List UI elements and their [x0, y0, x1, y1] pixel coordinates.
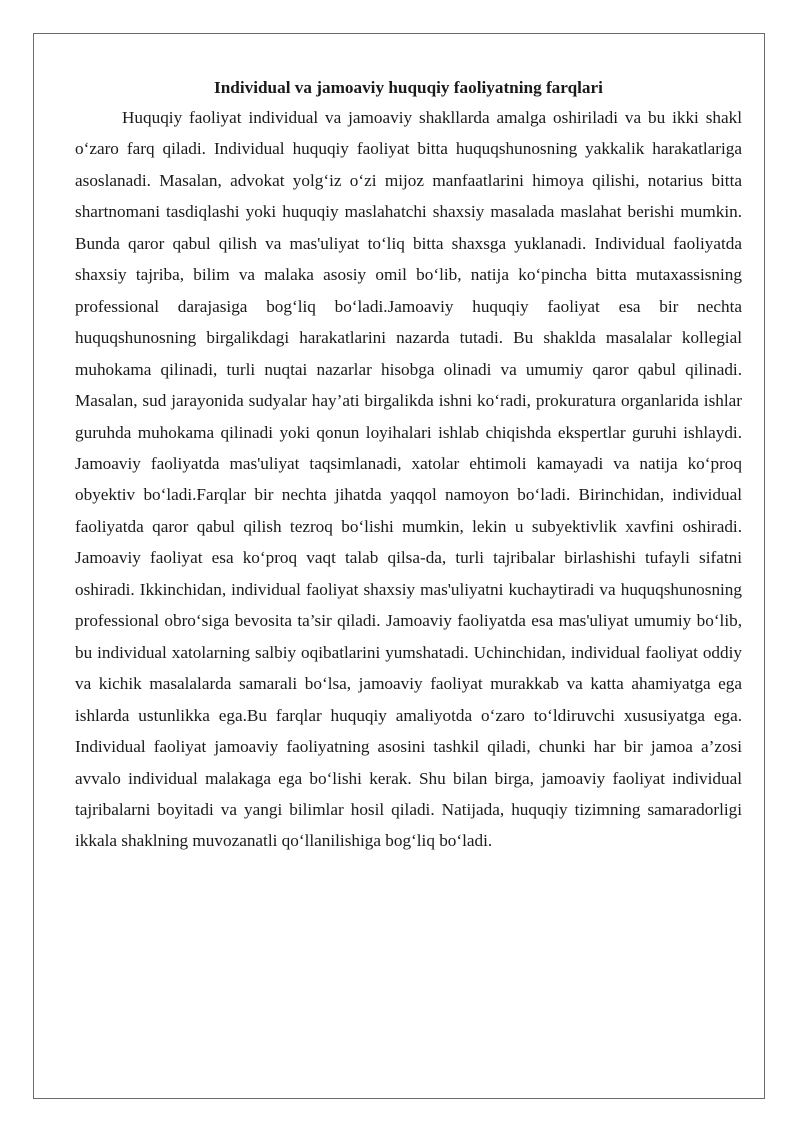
- document-content: [75, 75, 742, 857]
- document-body: Huquqiy faoliyat individual va jamoaviy shakllarda amalga oshiriladi va bu ikki shakl o‘zaro farq qiladi. Individual huquqiy faoliyat bitta huquqshunosning yakkalik harakatlariga asoslanadi. Masalan, advokat yolg‘iz o‘zi mijoz manfaatlarini himoya qilishi, notarius bitta shartnomani tasdiqlashi yoki huquqiy maslahatchi shaxsiy masalada maslahat berishi mumkin. Bunda qaror qabul qilish va mas'uliyat to‘liq bitta shaxsga yuklanadi. Individual faoliyatda shaxsiy tajriba, bilim va malaka asosiy omil bo‘lib, natija ko‘pincha bitta mutaxassisning professional darajasiga bog‘liq bo‘ladi.Jamoaviy huquqiy faoliyat esa bir nechta huquqshunosning birgalikdagi harakatlarini nazarda tutadi. Bu shaklda masalalar kollegial muhokama qilinadi, turli nuqtai nazarlar hisobga olinadi va umumiy qaror qabul qilinadi. Masalan, sud jarayonida sudyalar hay’ati birgalikda ishni ko‘radi, prokuratura organlarida ishlar guruhda muhokama qilinadi yoki qonun loyihalari ishlab chiqishda ekspertlar guruhi ishlaydi. Jamoaviy faoliyatda mas'uliyat taqsimlanadi, xatolar ehtimoli kamayadi va natija ko‘proq obyektiv bo‘ladi.Farqlar bir nechta jihatda yaqqol namoyon bo‘ladi. Birinchidan, individual faoliyatda qaror qabul qilish tezroq bo‘lishi mumkin, lekin u subyektivlik xavfini oshiradi. Jamoaviy faoliyat esa ko‘proq vaqt talab qilsa-da, turli tajribalar birlashishi tufayli sifatni oshiradi. Ikkinchidan, individual faoliyat shaxsiy mas'uliyatni kuchaytiradi va huquqshunosning professional obro‘siga bevosita ta’sir qiladi. Jamoaviy faoliyatda esa mas'uliyat umumiy bo‘lib, bu individual xatolarning salbiy oqibatlarini yumshatadi. Uchinchidan, individual faoliyat oddiy va kichik masalalarda samarali bo‘lsa, jamoaviy faoliyat murakkab va katta ahamiyatga ega ishlarda ustunlikka ega.Bu farqlar huquqiy amaliyotda o‘zaro to‘ldiruvchi xususiyatga ega. Individual faoliyat jamoaviy faoliyatning asosini tashkil qiladi, chunki har bir jamoa a’zosi avvalo individual malakaga ega bo‘lishi kerak. Shu bilan birga, jamoaviy faoliyat individual tajribalarni boyitadi va yangi bilimlar hosil qiladi. Natijada, huquqiy tizimning samaradorligi ikkala shaklning muvozanatli qo‘llanilishiga bog‘liq bo‘ladi.: [75, 108, 742, 851]
- document-title: Individual va jamoaviy huquqiy faoliyatning farqlari: [214, 78, 603, 97]
